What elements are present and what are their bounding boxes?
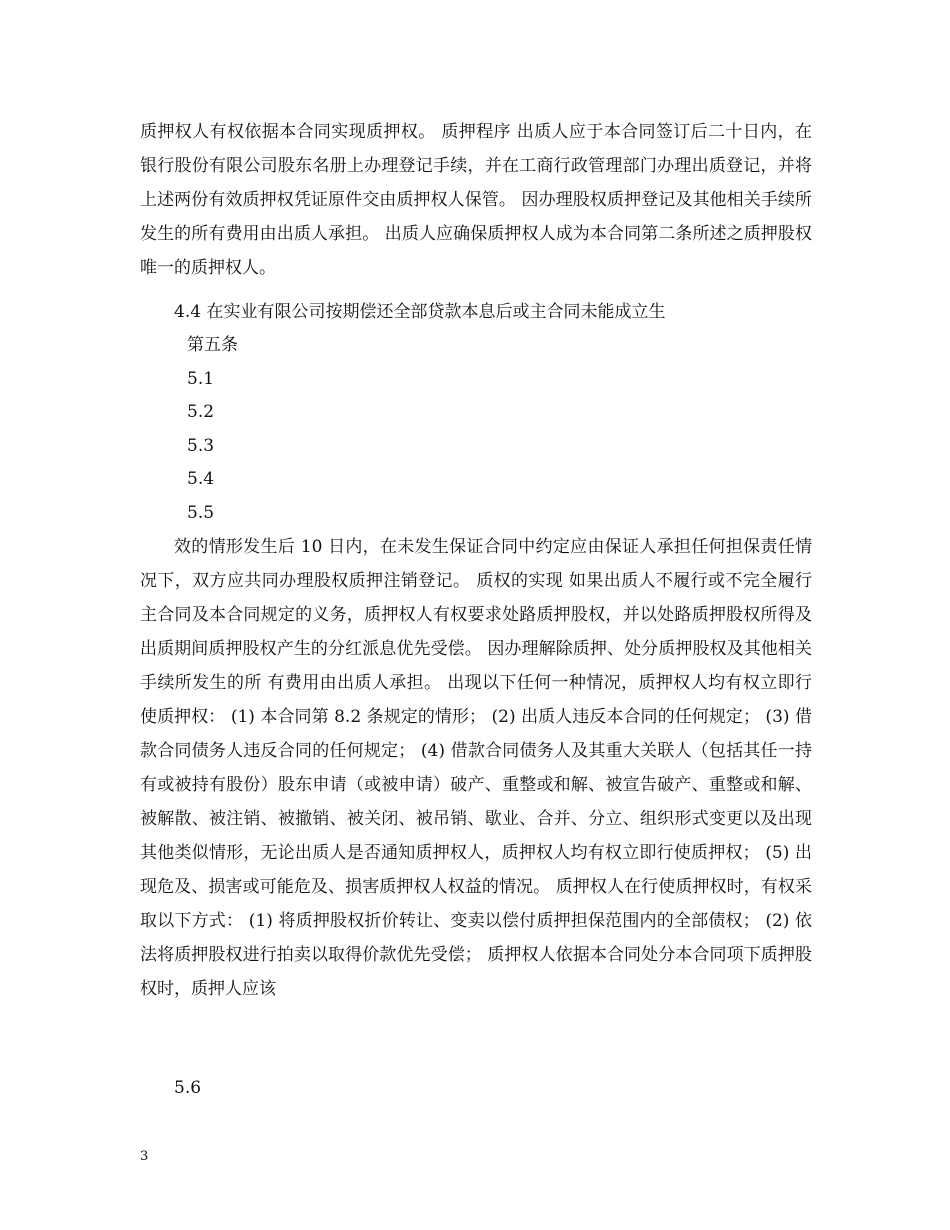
- item-5-6: 5.6: [174, 1078, 202, 1098]
- item-5-1: 5.1: [187, 369, 215, 389]
- item-5-5: 5.5: [187, 503, 215, 523]
- clause-4-4: 4.4 在实业有限公司按期偿还全部贷款本息后或主合同未能成立生: [174, 302, 666, 322]
- paragraph-pledge-realization: 效的情形发生后 10 日内，在未发生保证合同中约定应由保证人承担任何担保责任情况下，双方应共同办理股权质押注销登记。 质权的实现 如果出质人不履行或不完全履行主合同及本合同规定的义务，质押权人有权要求处路质押股权，并以处路质押股权所得及出质期间质押股权产生的分红派息优先受偿。 因办理解除质押、处分质押股权及其他相关手续所发生的所 有费用由出质人承担。 出现以下任何一种情况，质押权人均有权立即行使质押权： (1) 本合同第 8.2 条规定的情形； (2) 出质人违反本合同的任何规定； (3) 借款合同债务人违反合同的任何规定； (4) 借款合同债务人及其重大关联人（包括其任一持有或被持有股份）股东申请（或被申请）破产、重整或和解、被宣告破产、重整或和解、被解散、被注销、被撤销、被关闭、被吊销、歇业、合并、分立、组织形式变更以及出现其他类似情形，无论出质人是否通知质押权人，质押权人均有权立即行使质押权； (5) 出现危及、损害或可能危及、损害质押权人权益的情况。 质押权人在行使质押权时，有权采取以下方式： (1) 将质押股权折价转让、变卖以偿付质押担保范围内的全部债权； (2) 依法将质押股权进行拍卖以取得价款优先受偿； 质押权人依据本合同处分本合同项下质押股权时，质押人应该: [140, 537, 812, 999]
- item-5-2: 5.2: [187, 402, 215, 422]
- page-number: 3: [140, 1149, 149, 1164]
- paragraph-pledge-procedure: 质押权人有权依据本合同实现质押权。 质押程序 出质人应于本合同签订后二十日内，在银行股份有限公司股东名册上办理登记手续，并在工商行政管理部门办理出质登记，并将上述两份有效质押权凭证原件交由质押权人保管。 因办理股权质押登记及其他相关手续所发生的所有费用由出质人承担。 出质人应确保质押权人成为本合同第二条所述之质押股权唯一的质押权人。: [140, 122, 812, 278]
- item-5-4: 5.4: [187, 469, 215, 489]
- item-5-3: 5.3: [187, 436, 215, 456]
- article-5-heading: 第五条: [187, 335, 238, 355]
